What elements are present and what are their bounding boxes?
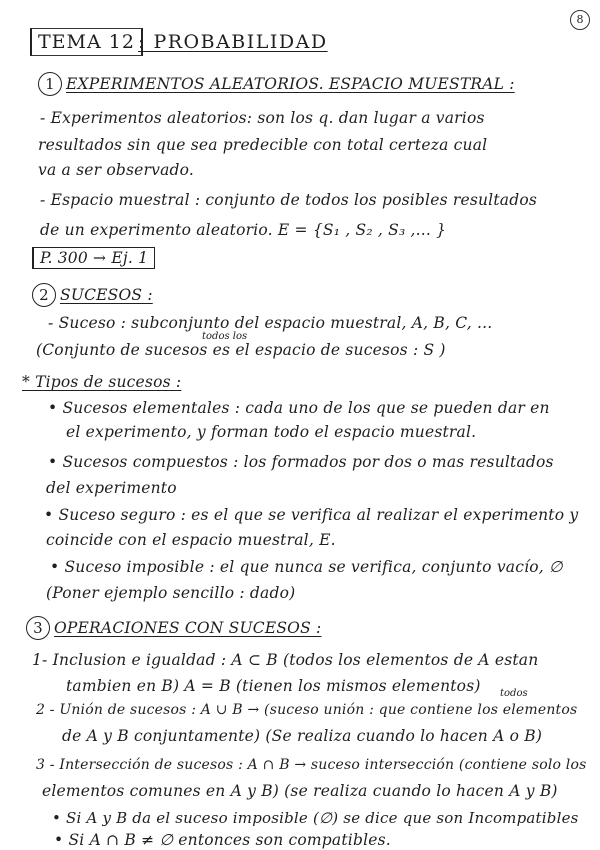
op-3: 3 - Intersección de sucesos : A ∩ B → suceso intersección (contiene solo los (36, 757, 587, 773)
s2-insertion-note: todos los (202, 331, 248, 342)
op-bullet-1: • Si A y B da el suceso imposible (∅) se dice que son Incompatibles (52, 809, 579, 827)
section-1-heading (38, 72, 515, 96)
op-2: 2 - Unión de sucesos : A ∪ B → (suceso unión : que contiene los elementos (36, 702, 578, 718)
section-3-title: OPERACIONES CON SUCESOS : (54, 619, 322, 637)
section-2-number: 2 (32, 283, 56, 307)
exercise-reference-box: P. 300 → Ej. 1 (32, 247, 155, 269)
op-1-cont: tambien en B) A = B (tienen los mismos elementos) (66, 677, 481, 695)
page-number: 8 (570, 10, 590, 30)
s2-line-2: (Conjunto de sucesos es el espacio de sucesos : S ) (36, 341, 446, 359)
s2-line-1: - Suceso : subconjunto del espacio muestral, A, B, C, ... (48, 314, 493, 332)
section-3-number: 3 (26, 616, 50, 640)
section-2-title: SUCESOS : (60, 286, 153, 304)
type-4-cont: (Poner ejemplo sencillo : dado) (46, 584, 296, 602)
s1-line-2: resultados sin que sea predecible con total certeza cual (38, 136, 488, 154)
s1-line-1: - Experimentos aleatorios: son los q. dan lugar a varios (40, 109, 485, 127)
op-1: 1- Inclusion e igualdad : A ⊂ B (todos los elementos de A estan (32, 651, 539, 669)
s1-line-4: - Espacio muestral : conjunto de todos los posibles resultados (40, 191, 538, 209)
type-2: • Sucesos compuestos : los formados por dos o mas resultados (48, 453, 554, 471)
type-3-cont: coincide con el espacio muestral, E. (46, 531, 336, 549)
s3-insertion-note: todos (500, 688, 528, 699)
type-1-cont: el experimento, y forman todo el espacio muestral. (66, 423, 477, 441)
type-2-cont: del experimento (46, 479, 177, 497)
section-1-number: 1 (38, 72, 62, 96)
type-1: • Sucesos elementales : cada uno de los que se pueden dar en (48, 399, 550, 417)
type-4: • Suceso imposible : el que nunca se verifica, conjunto vacío, ∅ (50, 558, 563, 576)
types-heading: * Tipos de sucesos : (22, 373, 182, 391)
s1-line-5: de un experimento aleatorio. E = {S₁ , S₂ , S₃ ,... } (40, 221, 447, 239)
op-bullet-2: • Si A ∩ B ≠ ∅ entonces son compatibles. (54, 831, 391, 849)
op-2-cont: de A y B conjuntamente) (Se realiza cuando lo hacen A o B) (62, 727, 543, 745)
page-title: : PROBABILIDAD (138, 31, 328, 53)
section-3-heading (26, 616, 321, 640)
op-3-cont: elementos comunes en A y B) (se realiza cuando lo hacen A y B) (42, 782, 558, 800)
section-2-heading (32, 283, 153, 307)
section-1-title: EXPERIMENTOS ALEATORIOS. ESPACIO MUESTRAL : (66, 75, 515, 93)
type-3: • Suceso seguro : es el que se verifica al realizar el experimento y (44, 506, 579, 524)
s1-line-3: va a ser observado. (38, 161, 195, 179)
tema-label: TEMA 12 (30, 28, 143, 56)
